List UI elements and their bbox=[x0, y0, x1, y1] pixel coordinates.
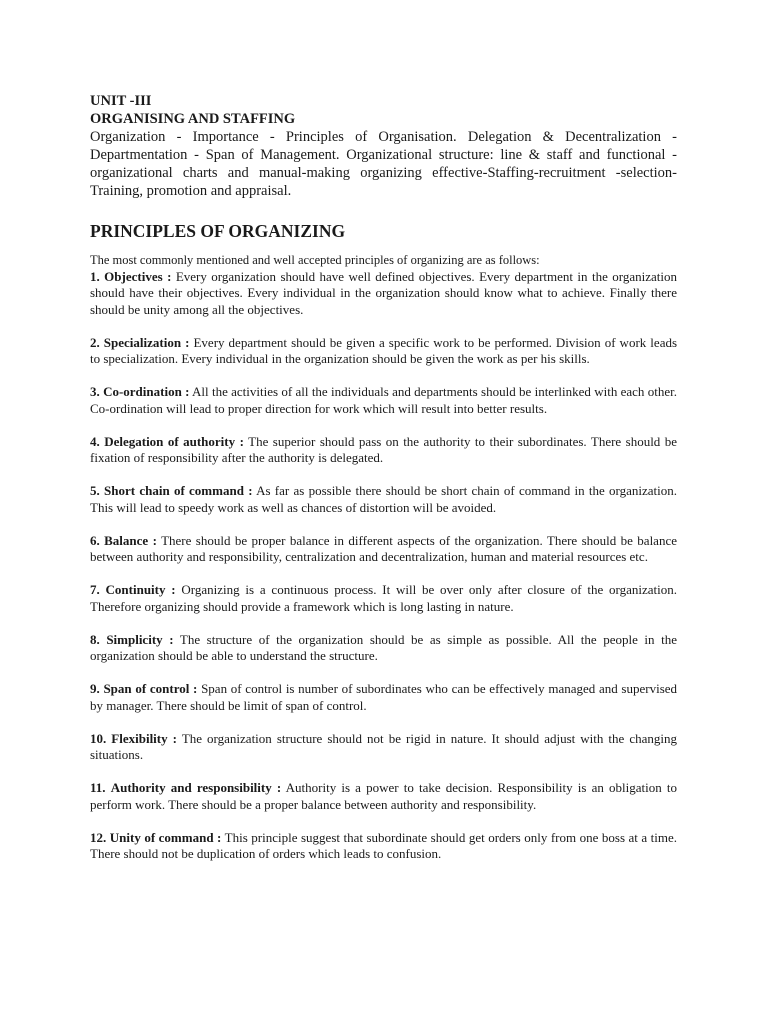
principle-term: Flexibility : bbox=[111, 730, 177, 746]
document-page bbox=[90, 92, 677, 879]
principle-item bbox=[90, 830, 677, 863]
principle-text: As far as possible there should be short chain of command in the organization. This will lead to speedy work as well as chances of distortion will be avoided. bbox=[90, 483, 678, 515]
section-intro: The most commonly mentioned and well accepted principles of organizing are as follows: bbox=[90, 252, 540, 267]
principle-item bbox=[90, 434, 677, 467]
principle-number: 11. bbox=[90, 780, 106, 795]
principle-item bbox=[90, 533, 677, 566]
principle-text: This principle suggest that subordinate should get orders only from one boss at a time. There should not be duplication of orders which leads to confusion. bbox=[90, 829, 678, 861]
principle-term: Specialization : bbox=[103, 334, 190, 350]
principle-term: Span of control : bbox=[103, 681, 198, 696]
principle-item bbox=[90, 681, 677, 714]
principle-item bbox=[90, 269, 677, 319]
principle-text: Every department should be given a specific work to be performed. Division of work leads to specialization. Every individual in the organization should be given the work as per his skills. bbox=[90, 334, 678, 366]
principle-number: 6. bbox=[90, 532, 100, 548]
principle-text: The structure of the organization should be as simple as possible. All the people in the organization should be able to understand the structure. bbox=[90, 631, 677, 663]
principle-number: 7. bbox=[90, 582, 100, 597]
section-heading: PRINCIPLES OF ORGANIZING bbox=[90, 221, 346, 241]
principle-number: 10. bbox=[90, 730, 107, 746]
principle-term: Unity of command : bbox=[109, 829, 222, 845]
principle-item bbox=[90, 384, 677, 417]
principle-item bbox=[90, 780, 677, 813]
principle-number: 2. bbox=[90, 334, 100, 350]
principle-text: Authority is a power to take decision. Responsibility is an obligation to perform work. There should be a proper balance between authority and responsibility. bbox=[90, 780, 677, 812]
principle-term: Balance : bbox=[104, 532, 157, 548]
principle-number: 1. bbox=[90, 268, 100, 284]
principle-number: 3. bbox=[90, 384, 100, 399]
principle-term: Objectives : bbox=[104, 268, 172, 284]
principle-item bbox=[90, 632, 677, 665]
principle-item bbox=[90, 582, 677, 615]
principle-text: There should be proper balance in different aspects of the organization. There should be balance between authority and responsibility, centralization and decentralization, human and material resources etc. bbox=[90, 532, 677, 564]
principle-number: 8. bbox=[90, 631, 100, 647]
principle-term: Delegation of authority : bbox=[104, 433, 244, 449]
principle-number: 12. bbox=[90, 829, 107, 845]
principle-term: Short chain of command : bbox=[104, 483, 253, 498]
principle-number: 9. bbox=[90, 681, 100, 696]
principle-text: Every organization should have well defined objectives. Every department in the organization should have their objectives. Every individual in the organization should know what to achieve. Finally there should be unity among all the objectives. bbox=[90, 268, 678, 317]
principle-item bbox=[90, 335, 677, 368]
principle-term: Simplicity : bbox=[106, 631, 174, 647]
unit-syllabus: Organization - Importance - Principles of Organisation. Delegation & Decentralization - Departmentation - Span of Management. Organizational structure: line & staff and functional - organizational charts and manual-making organizing effective-Staffing-recruitment -selection-Training, promotion and appraisal. bbox=[90, 129, 677, 199]
principle-text: The superior should pass on the authority to their subordinates. There should be fixation of responsibility after the authority is delegated. bbox=[90, 433, 678, 465]
principle-item bbox=[90, 731, 677, 764]
principle-term: Authority and responsibility : bbox=[110, 780, 282, 795]
principle-term: Continuity : bbox=[105, 582, 176, 597]
principle-list bbox=[90, 269, 677, 863]
principle-text: All the activities of all the individuals and departments should be interlinked with each other. Co-ordination will lead to proper direction for work which will result into better results. bbox=[90, 384, 677, 416]
principle-number: 5. bbox=[90, 483, 100, 498]
principle-number: 4. bbox=[90, 433, 100, 449]
principle-text: The organization structure should not be rigid in nature. It should adjust with the changing situations. bbox=[90, 730, 678, 762]
unit-title: UNIT -III bbox=[90, 93, 152, 109]
principle-term: Co-ordination : bbox=[103, 384, 190, 399]
unit-subtitle: ORGANISING AND STAFFING bbox=[90, 111, 296, 127]
principle-text: Organizing is a continuous process. It will be over only after closure of the organization. Therefore organizing should provide a framework which is long lasting in nature. bbox=[90, 582, 677, 614]
principle-text: Span of control is number of subordinates who can be effectively managed and supervised by manager. There should be limit of span of control. bbox=[90, 681, 678, 713]
principle-item bbox=[90, 483, 677, 516]
